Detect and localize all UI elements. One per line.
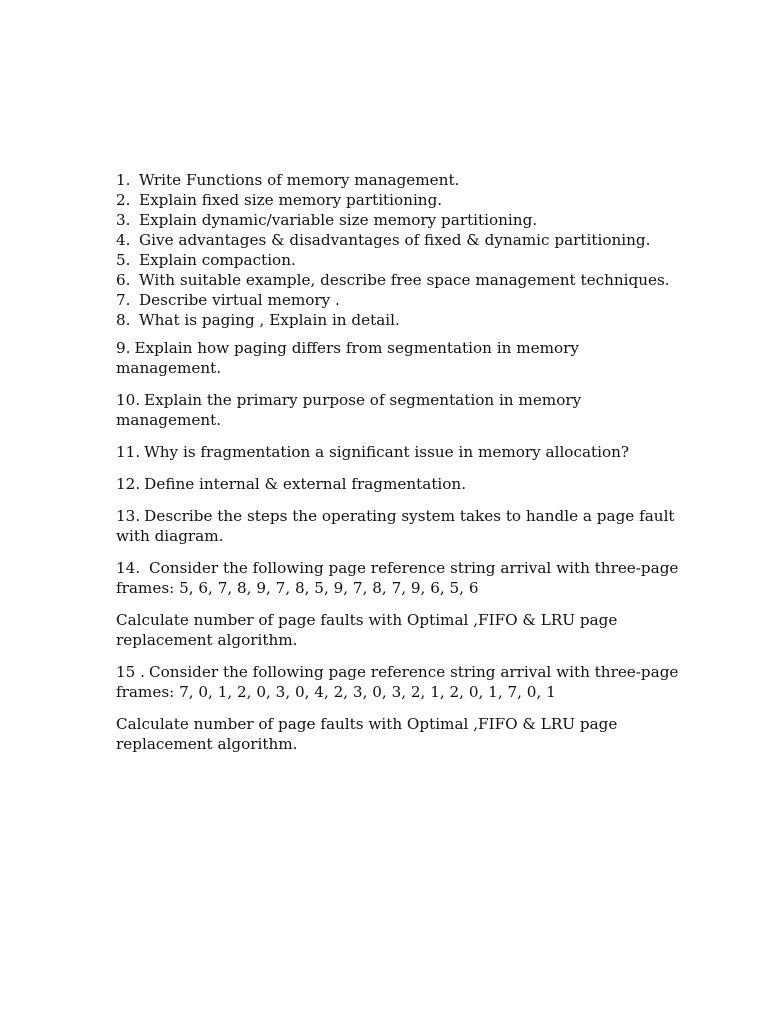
item-number: 4. (116, 231, 131, 249)
item-text: What is paging , Explain in detail. (139, 311, 400, 329)
question-13 (116, 506, 686, 546)
item-text: Explain compaction. (139, 251, 296, 269)
item-text: With suitable example, describe free space management techniques. (139, 271, 670, 289)
question-text: Consider the following page reference string arrival with three-page frames: 7, 0, 1, 2, 0, 3, 0, 4, 2, 3, 0, 3, 2, 1, 2, 0, 1, 7, 0, 1 (116, 663, 679, 701)
question-number: 10. (116, 391, 141, 409)
item-number: 8. (116, 311, 131, 329)
list-item (116, 270, 686, 290)
question-text: Why is fragmentation a significant issue in memory allocation? (144, 443, 630, 461)
question-10 (116, 390, 686, 430)
question-text: Explain the primary purpose of segmentation in memory management. (116, 391, 582, 429)
item-number: 5. (116, 251, 131, 269)
question-text: Explain how paging differs from segmentation in memory management. (116, 339, 579, 377)
question-9 (116, 338, 686, 378)
question-text: Describe the steps the operating system takes to handle a page fault with diagram. (116, 507, 675, 545)
list-item (116, 250, 686, 270)
question-number: 13. (116, 507, 141, 525)
question-number: 11. (116, 443, 141, 461)
question-text: Define internal & external fragmentation. (144, 475, 467, 493)
question-12 (116, 474, 686, 494)
list-item (116, 290, 686, 310)
question-14-instruction (116, 610, 686, 650)
question-15 (116, 662, 686, 702)
list-item (116, 210, 686, 230)
item-number: 6. (116, 271, 131, 289)
question-11 (116, 442, 686, 462)
question-number: 9. (116, 339, 131, 357)
list-item (116, 230, 686, 250)
question-15-instruction (116, 714, 686, 754)
item-number: 1. (116, 171, 131, 189)
question-text: Calculate number of page faults with Optimal ,FIFO & LRU page replacement algorithm. (116, 715, 618, 753)
question-number: 12. (116, 475, 141, 493)
item-text: Explain dynamic/variable size memory partitioning. (139, 211, 538, 229)
item-text: Describe virtual memory . (139, 291, 340, 309)
numbered-question-list (116, 170, 686, 330)
question-number: 15 . (116, 663, 145, 681)
list-item (116, 190, 686, 210)
question-text: Calculate number of page faults with Optimal ,FIFO & LRU page replacement algorithm. (116, 611, 618, 649)
item-text: Write Functions of memory management. (139, 171, 460, 189)
list-item (116, 310, 686, 330)
item-number: 2. (116, 191, 131, 209)
question-page (116, 170, 686, 766)
item-number: 3. (116, 211, 131, 229)
question-14 (116, 558, 686, 598)
list-item (116, 170, 686, 190)
question-number: 14. (116, 559, 141, 577)
question-text: Consider the following page reference string arrival with three-page frames: 5, 6, 7, 8, 9, 7, 8, 5, 9, 7, 8, 7, 9, 6, 5, 6 (116, 559, 679, 597)
item-text: Explain fixed size memory partitioning. (139, 191, 443, 209)
item-text: Give advantages & disadvantages of fixed & dynamic partitioning. (139, 231, 651, 249)
item-number: 7. (116, 291, 131, 309)
